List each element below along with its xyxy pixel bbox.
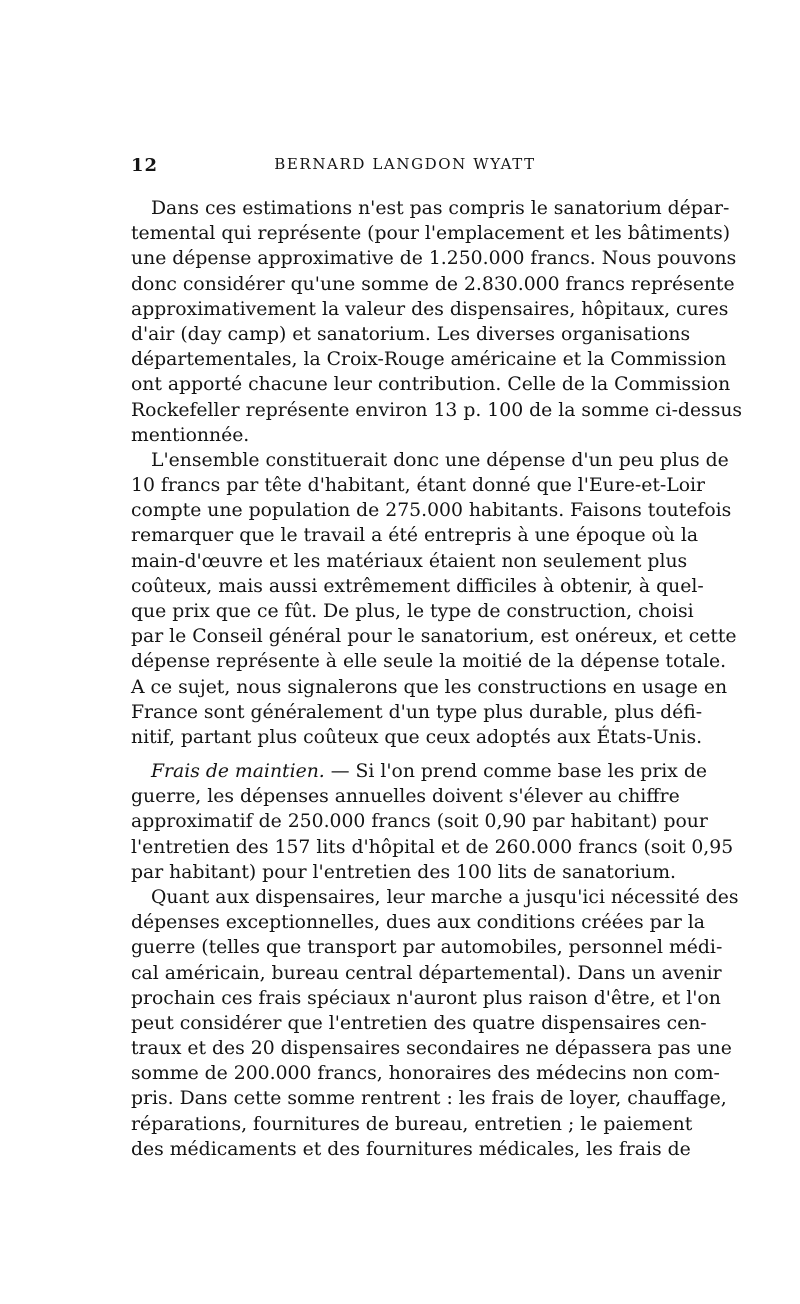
running-head: BERNARD LANGDON WYATT (274, 155, 536, 173)
text-line: des médicaments et des fournitures médicales, les frais de (131, 1138, 691, 1160)
paragraph-ensemble (131, 448, 737, 750)
text-line: peut considérer que l'entretien des quatre dispensaires cen- (131, 1012, 707, 1034)
text-line: par habitant) pour l'entretien des 100 lits de sanatorium. (131, 861, 676, 883)
text-line: départementales, la Croix-Rouge américaine et la Commission (131, 349, 727, 371)
section-lead-italic: Frais de maintien. (151, 761, 325, 782)
text-line: réparations, fournitures de bureau, entretien ; le paiement (131, 1113, 693, 1135)
text-line: dépense représente à elle seule la moitié de la dépense totale. (131, 651, 727, 673)
text-line: par le Conseil général pour le sanatorium, est onéreux, et cette (131, 626, 737, 648)
text-line (131, 759, 707, 784)
text-line: somme de 200.000 francs, honoraires des médecins non com- (131, 1063, 720, 1085)
page-header (131, 155, 679, 181)
text-line: l'entretien des 157 lits d'hôpital et de 260.000 francs (soit 0,95 (131, 836, 734, 858)
text-line: A ce sujet, nous signalerons que les constructions en usage en (131, 676, 728, 698)
text-line: mentionnée. (131, 424, 250, 446)
text-line: Dans ces estimations n'est pas compris le sanatorium dépar- (151, 198, 730, 219)
text-line: coûteux, mais aussi extrêmement difficiles à obtenir, à quel- (131, 575, 704, 597)
text-line: L'ensemble constituerait donc une dépense d'un peu plus de (151, 449, 729, 471)
text-line: que prix que ce fût. De plus, le type de construction, choisi (131, 601, 694, 622)
paragraph-frais-de-maintien (131, 759, 734, 885)
paragraph-dispensaires (131, 885, 739, 1162)
text-line: ont apporté chacune leur contribution. Celle de la Commission (131, 374, 731, 396)
text-line: Quant aux dispensaires, leur marche a jusqu'ici nécessité des (151, 886, 739, 908)
text-line: traux et des 20 dispensaires secondaires ne dépassera pas une (131, 1038, 732, 1060)
paragraph-estimations (131, 196, 743, 448)
text-line: prochain ces frais spéciaux n'auront plus raison d'être, et l'on (131, 987, 721, 1009)
text-line: compte une population de 275.000 habitants. Faisons toutefois (131, 500, 732, 522)
text-line: une dépense approximative de 1.250.000 francs. Nous pouvons (131, 248, 737, 270)
text-line: temental qui représente (pour l'emplacement et les bâtiments) (131, 223, 731, 245)
text-block-maintenance (131, 759, 739, 1162)
text-line: Rockefeller représente environ 13 p. 100 de la somme ci-dessus (131, 399, 743, 421)
text-line: approximativement la valeur des dispensaires, hôpitaux, cures (131, 298, 729, 320)
text-line: main-d'œuvre et les matériaux étaient non seulement plus (131, 550, 688, 572)
text-line: remarquer que le travail a été entrepris à une époque où la (131, 525, 699, 547)
text-line: d'air (day camp) et sanatorium. Les diverses organisations (131, 323, 691, 345)
text-line: donc considérer qu'une somme de 2.830.000 francs représente (131, 273, 735, 295)
text-line: pris. Dans cette somme rentrent : les frais de loyer, chauffage, (131, 1088, 727, 1110)
text-line: guerre (telles que transport par automobiles, personnel médi- (131, 937, 723, 959)
text-line: approximatif de 250.000 francs (soit 0,90 par habitant) pour (131, 811, 708, 833)
text-line: 10 francs par tête d'habitant, étant donné que l'Eure-et-Loir (131, 475, 705, 497)
text-block-main (131, 196, 743, 750)
text-line: cal américain, bureau central départemental). Dans un avenir (131, 962, 722, 984)
text-fragment: — Si l'on prend comme base les prix de (324, 761, 707, 782)
text-line: dépenses exceptionnelles, dues aux conditions créées par la (131, 912, 706, 934)
text-line: guerre, les dépenses annuelles doivent s'élever au chiffre (131, 786, 680, 808)
text-line: France sont généralement d'un type plus durable, plus défi- (131, 701, 703, 723)
page-number: 12 (131, 155, 159, 176)
text-line: nitif, partant plus coûteux que ceux adoptés aux États-Unis. (131, 726, 703, 748)
